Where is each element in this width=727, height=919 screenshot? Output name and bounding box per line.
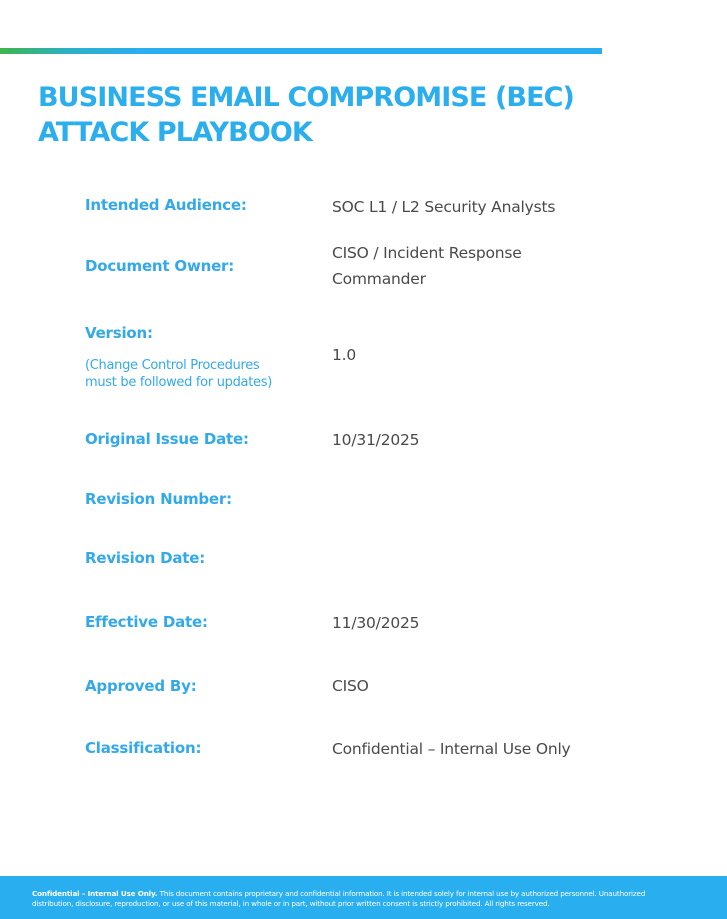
original-issue-date-value: 10/31/2025 — [332, 431, 420, 449]
footer-disclaimer — [32, 889, 722, 909]
approved-by-value: CISO — [332, 677, 369, 695]
version-label: Version: — [85, 324, 153, 342]
confidential-footer — [0, 876, 727, 919]
effective-date-value: 11/30/2025 — [332, 614, 420, 632]
revision-number-label: Revision Number: — [85, 490, 232, 508]
document-title-line-1: BUSINESS EMAIL COMPROMISE (BEC) — [38, 82, 574, 113]
footer-bold-lead: Confidential – Internal Use Only. — [32, 889, 158, 898]
intended-audience-value: SOC L1 / L2 Security Analysts — [332, 198, 556, 216]
classification-label: Classification: — [85, 739, 202, 757]
approved-by-label: Approved By: — [85, 677, 197, 695]
document-title-line-2: ATTACK PLAYBOOK — [38, 117, 312, 148]
footer-text-line-2: distribution, disclosure, reproduction, or use of this material, in whole or in part, without prior written consent is strictly prohibited. All rights reserved. — [32, 899, 550, 908]
effective-date-label: Effective Date: — [85, 613, 208, 631]
header-accent-bar — [0, 48, 602, 54]
footer-disclaimer-line-1 — [32, 889, 722, 899]
version-note — [85, 357, 272, 391]
classification-value: Confidential – Internal Use Only — [332, 740, 571, 758]
document-title — [38, 80, 574, 150]
document-owner-label: Document Owner: — [85, 257, 235, 275]
document-owner-value-line-1: CISO / Incident Response — [332, 244, 522, 262]
version-note-line-1: (Change Control Procedures — [85, 358, 260, 373]
document-owner-value — [332, 240, 522, 292]
version-value: 1.0 — [332, 346, 357, 364]
version-note-line-2: must be followed for updates) — [85, 375, 272, 390]
intended-audience-label: Intended Audience: — [85, 196, 247, 214]
revision-date-label: Revision Date: — [85, 549, 206, 567]
original-issue-date-label: Original Issue Date: — [85, 430, 249, 448]
document-owner-value-line-2: Commander — [332, 270, 426, 288]
footer-text-line-1: This document contains proprietary and confidential information. It is intended solely for internal use by authorized personnel. Unauthorized — [157, 889, 646, 898]
